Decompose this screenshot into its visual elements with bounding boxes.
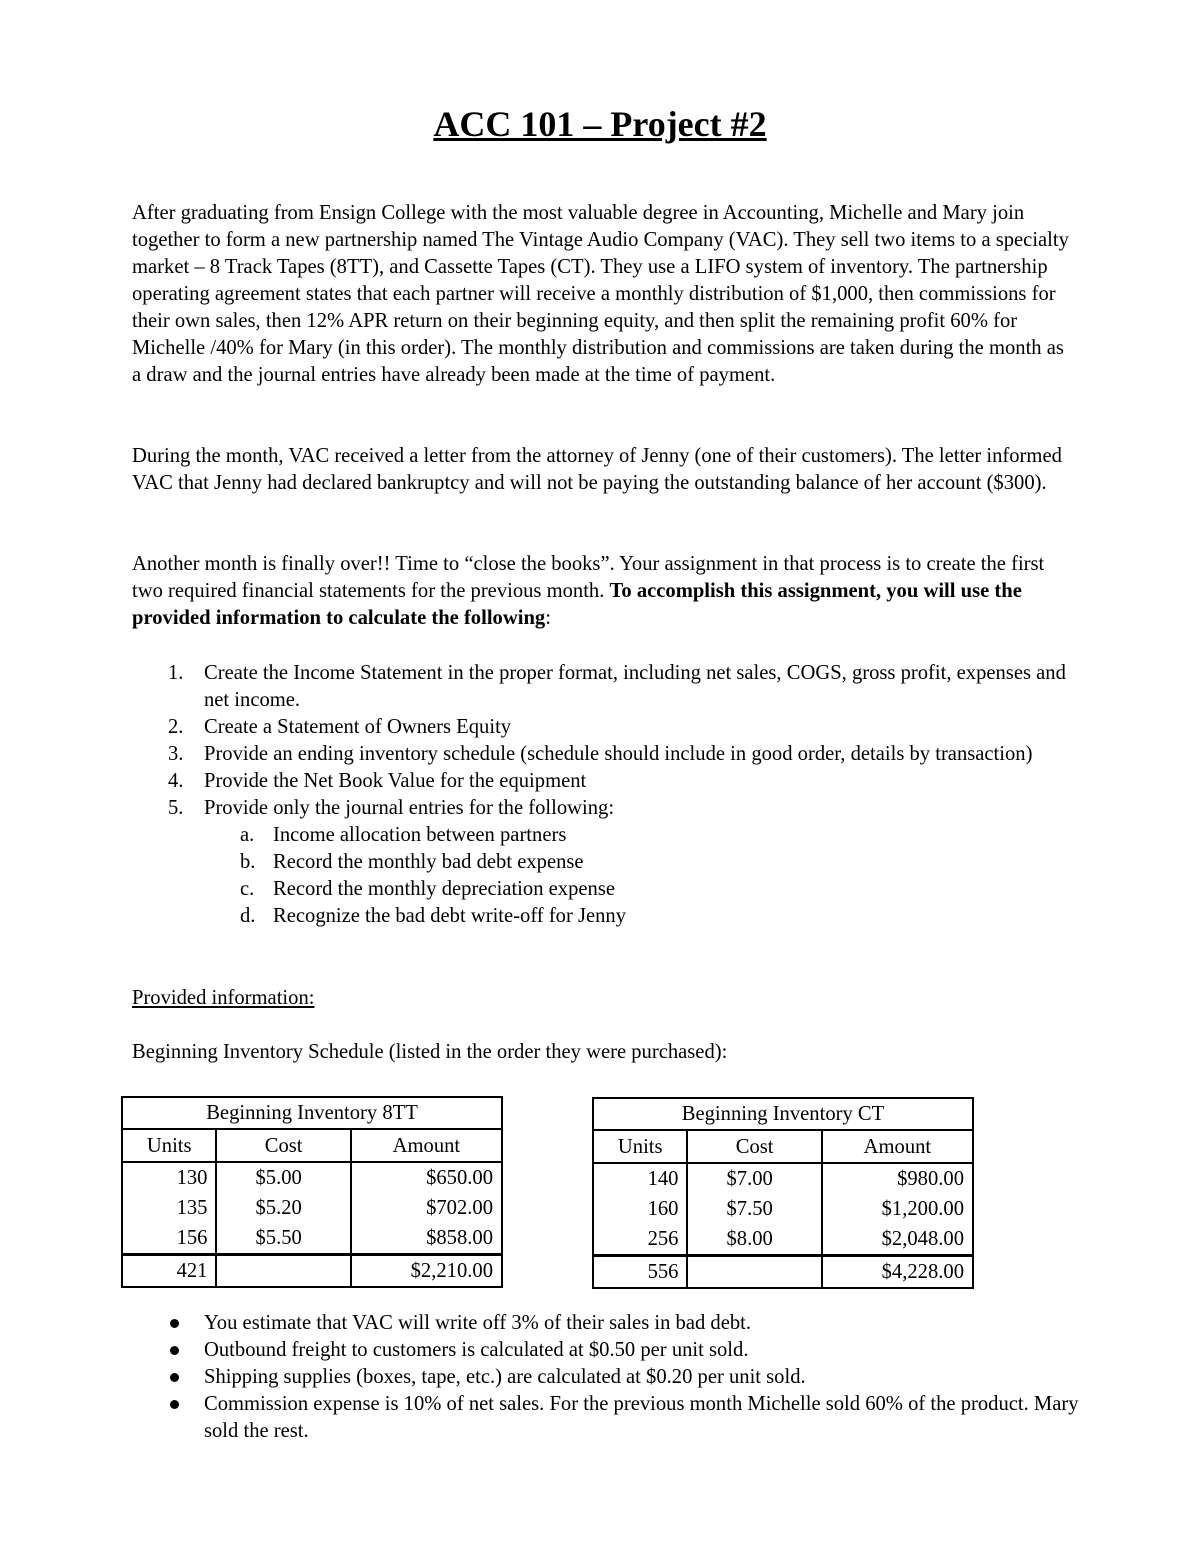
amount-cell: $702.00 [351, 1193, 502, 1223]
subtask-text: Record the monthly bad debt expense [273, 851, 584, 873]
bullet-text: You estimate that VAC will write off 3% of their sales in bad debt. [204, 1312, 752, 1334]
table-row [593, 1224, 973, 1256]
bullet-item [132, 1310, 1082, 1337]
subtask-text: Recognize the bad debt write-off for Jenny [273, 905, 627, 927]
bankruptcy-paragraph: During the month, VAC received a letter from the attorney of Jenny (one of their customers). The letter informed VAC that Jenny had declared bankruptcy and will not be paying the outstanding balance of her account ($300). [132, 445, 1062, 494]
task-number: 4. [168, 770, 184, 792]
bullet-text: Outbound freight to customers is calculated at $0.50 per unit sold. [204, 1339, 749, 1361]
task-item [132, 741, 1072, 768]
total-cost-cell [687, 1256, 821, 1289]
column-header-amount: Amount [351, 1129, 502, 1162]
units-cell: 256 [593, 1224, 687, 1256]
units-cell: 140 [593, 1163, 687, 1194]
column-header-cost: Cost [687, 1130, 821, 1163]
table-row [593, 1194, 973, 1224]
inventory-table-ct [592, 1097, 974, 1289]
bullet-item [132, 1391, 1082, 1445]
cost-cell: $5.50 [216, 1223, 350, 1255]
table-row [122, 1193, 502, 1223]
total-amount-cell: $4,228.00 [822, 1256, 973, 1289]
bullet-dot-icon [170, 1400, 179, 1409]
table-row [593, 1163, 973, 1194]
cost-cell: $5.20 [216, 1193, 350, 1223]
table-title: Beginning Inventory 8TT [122, 1097, 502, 1129]
subtask-item [132, 849, 1072, 876]
amount-cell: $1,200.00 [822, 1194, 973, 1224]
table-title: Beginning Inventory CT [593, 1098, 973, 1130]
bullet-item [132, 1364, 1082, 1391]
task-text: Create the Income Statement in the proper format, including net sales, COGS, gross profit, expenses and net income. [204, 662, 1066, 711]
subtask-letter: d. [240, 905, 256, 927]
assignment-text: Another month is finally over!! Time to “close the books”. Your assignment in that process is to create the first two required financial statements for the previous month. [132, 553, 1045, 602]
amount-cell: $980.00 [822, 1163, 973, 1194]
units-cell: 135 [122, 1193, 216, 1223]
subtask-letter: b. [240, 851, 256, 873]
amount-cell: $2,048.00 [822, 1224, 973, 1256]
cost-cell: $7.00 [687, 1163, 821, 1194]
task-text: Create a Statement of Owners Equity [204, 716, 512, 738]
assumption-bullets [132, 1310, 1082, 1445]
total-cost-cell [216, 1255, 350, 1288]
document-title: ACC 101 – Project #2 [433, 104, 767, 144]
task-list [132, 660, 1072, 930]
amount-cell: $650.00 [351, 1162, 502, 1193]
subtask-item [132, 822, 1072, 849]
assignment-colon: : [545, 607, 551, 629]
subtask-item [132, 903, 1072, 930]
task-text: Provide only the journal entries for the following: [204, 797, 615, 819]
column-header-amount: Amount [822, 1130, 973, 1163]
table-row [122, 1162, 502, 1193]
subtask-item [132, 876, 1072, 903]
task-item [132, 660, 1072, 714]
table-row [122, 1223, 502, 1255]
column-header-units: Units [122, 1129, 216, 1162]
task-item [132, 768, 1072, 795]
assignment-paragraph [132, 551, 1072, 632]
amount-cell: $858.00 [351, 1223, 502, 1255]
inventory-table-8tt [121, 1096, 503, 1288]
units-cell: 156 [122, 1223, 216, 1255]
total-amount-cell: $2,210.00 [351, 1255, 502, 1288]
total-units-cell: 421 [122, 1255, 216, 1288]
subtask-text: Record the monthly depreciation expense [273, 878, 615, 900]
task-number: 3. [168, 743, 184, 765]
table-total-row [122, 1255, 502, 1288]
table-total-row [593, 1256, 973, 1289]
task-number: 5. [168, 797, 184, 819]
bullet-dot-icon [170, 1373, 179, 1382]
beginning-schedule-intro: Beginning Inventory Schedule (listed in the order they were purchased): [132, 1041, 728, 1063]
task-text: Provide the Net Book Value for the equipment [204, 770, 587, 792]
task-item [132, 714, 1072, 741]
task-item [132, 795, 1072, 822]
cost-cell: $8.00 [687, 1224, 821, 1256]
column-header-units: Units [593, 1130, 687, 1163]
cost-cell: $5.00 [216, 1162, 350, 1193]
subtask-letter: c. [240, 878, 255, 900]
intro-paragraph: After graduating from Ensign College with the most valuable degree in Accounting, Michelle and Mary join together to form a new partnership named The Vintage Audio Company (VAC). They sell two items to a specialty market – 8 Track Tapes (8TT), and Cassette Tapes (CT). They use a LIFO system of inventory. The partnership operating agreement states that each partner will receive a monthly distribution of $1,000, then commissions for their own sales, then 12% APR return on their beginning equity, and then split the remaining profit 60% for Michelle /40% for Mary (in this order). The monthly distribution and commissions are taken during the month as a draw and the journal entries have already been made at the time of payment. [132, 202, 1069, 386]
bullet-item [132, 1337, 1082, 1364]
bullet-dot-icon [170, 1346, 179, 1355]
task-text: Provide an ending inventory schedule (schedule should include in good order, details by transaction) [204, 743, 1033, 765]
subtask-letter: a. [240, 824, 255, 846]
bullet-text: Commission expense is 10% of net sales. For the previous month Michelle sold 60% of the product. Mary sold the rest. [204, 1393, 1079, 1442]
units-cell: 160 [593, 1194, 687, 1224]
provided-info-heading: Provided information: [132, 987, 315, 1009]
bullet-dot-icon [170, 1319, 179, 1328]
subtask-text: Income allocation between partners [273, 824, 567, 846]
total-units-cell: 556 [593, 1256, 687, 1289]
units-cell: 130 [122, 1162, 216, 1193]
task-number: 1. [168, 662, 184, 684]
assignment-bold-text: To accomplish this assignment, you will use the provided information to calculate the following [132, 580, 1022, 629]
cost-cell: $7.50 [687, 1194, 821, 1224]
column-header-cost: Cost [216, 1129, 350, 1162]
bullet-text: Shipping supplies (boxes, tape, etc.) are calculated at $0.20 per unit sold. [204, 1366, 806, 1388]
task-number: 2. [168, 716, 184, 738]
